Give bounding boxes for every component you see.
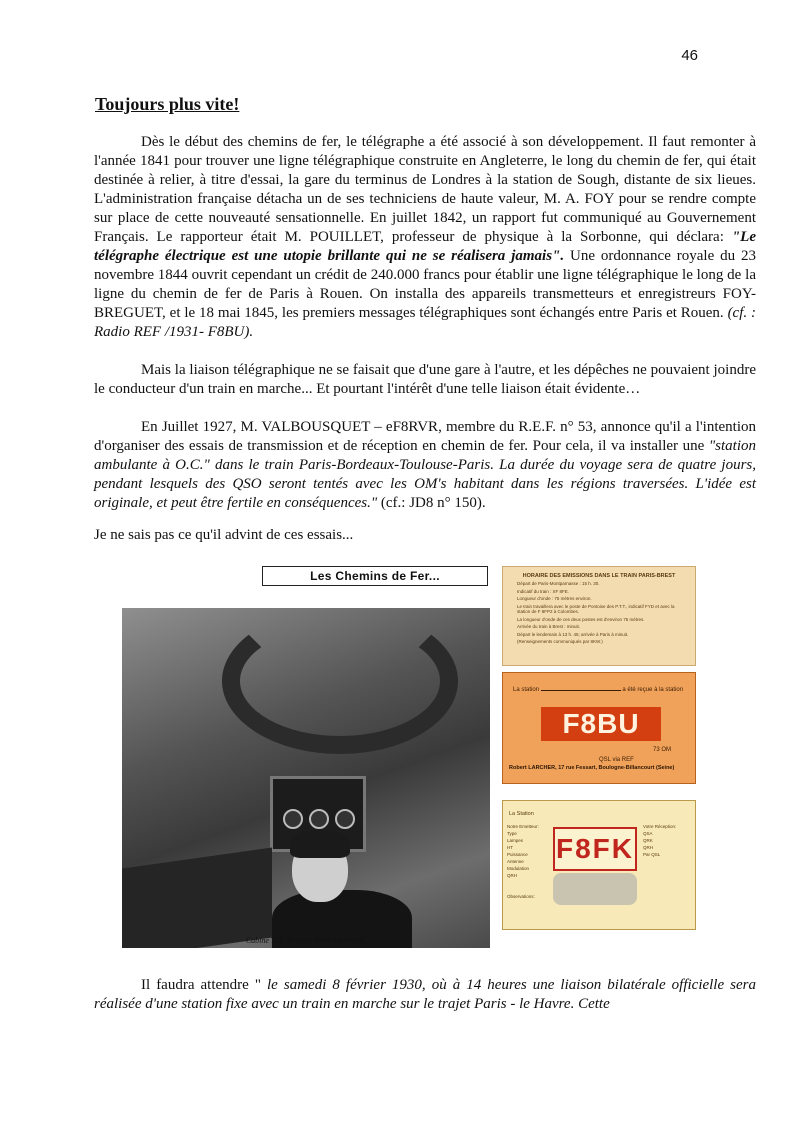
observations-label: Observations: bbox=[507, 894, 535, 899]
qsl-address: Robert LARCHER, 17 rue Fessart, Boulogne-Billancourt (Seine) bbox=[509, 765, 675, 771]
field-label: HT bbox=[507, 845, 513, 850]
paragraph-1-text-b: Une ordonnance royale du 23 novembre 1844 ouvrit cependant un crédit de 240.000 francs pour établir une ligne télégraphique le long de la ligne du chemin de fer de Paris à Rouen. On installa des appareils transmetteurs et enregistreurs FOY-BREGUET, et le 18 mai 1845, les premiers messages télégraphiques sont échangés entre Paris et Rouen. bbox=[94, 248, 757, 321]
field-label: Notre Emetteur: bbox=[507, 824, 539, 829]
photo-operator-headphones bbox=[290, 830, 350, 858]
field-label: Modulation bbox=[507, 866, 530, 871]
callsign-f8fk: F8FK bbox=[553, 827, 637, 871]
field-label: QRK bbox=[643, 838, 653, 843]
paragraph-1-reference: (cf. : Radio REF /1931- F8BU). bbox=[94, 305, 756, 340]
paragraph-valbousquet bbox=[94, 418, 756, 513]
paragraph-1-text-a: Dès le début des chemins de fer, le télégraphe a été associé à son développement. Il faut remonter à l'année 1841 pour trouver une ligne télégraphique construite en Angleterre, le long du chemin de fer, qui était destinée à relier, à titre d'essai, la gare du terminus de Londres à la station de Sough, distante de six lieues. L'administration française détacha un de ses techniciens de haute valeur, M. A. FOY pour se rendre compte sur place de cette nouveauté sensationnelle. En juillet 1842, un rapport fut communiqué au Gouvernement Français. Le rapporteur était M. POUILLET, professeur de physique à la Sorbonne, qui déclara: bbox=[94, 134, 756, 245]
paragraph-5-quote: le samedi 8 février 1930, où à 14 heures une liaison bilatérale officielle sera réalisée d'une station fixe avec un train en marche sur le trajet Paris - le Havre. Cette bbox=[94, 977, 756, 1012]
field-label: QRH bbox=[507, 873, 517, 878]
page-number: 46 bbox=[681, 47, 698, 64]
paragraph-unknown-outcome: Je ne sais pas ce qu'il advint de ces essais... bbox=[94, 527, 354, 543]
photo-caption: Cabine TSF du train Paris-Le-Havre. bbox=[245, 936, 367, 945]
qsl-header-blank bbox=[541, 690, 621, 691]
schedule-line: Départ le lendemain à 13 h. 45; arrivée à Paris à minuit. bbox=[517, 631, 629, 637]
radio-knob-icon bbox=[309, 809, 329, 829]
photo-operator-desk bbox=[122, 847, 272, 948]
schedule-line: Départ de Paris-Montparnasse : 15 h. 30. bbox=[517, 581, 600, 586]
transmitter-fields bbox=[507, 823, 539, 900]
radio-knob-icon bbox=[283, 809, 303, 829]
field-label: QRH bbox=[643, 845, 653, 850]
radio-cabin-photo bbox=[122, 608, 490, 948]
qsl-header-a: La station bbox=[513, 687, 540, 693]
field-label: Antenne bbox=[507, 859, 524, 864]
schedule-line: Longueur d'onde : 75 mètres environ. bbox=[517, 596, 592, 601]
radio-knob-icon bbox=[335, 809, 355, 829]
paragraph-5-text-a: Il faudra attendre " bbox=[141, 977, 268, 993]
schedule-line: Arrivée du train à Brest : minuit. bbox=[517, 624, 581, 629]
world-map-icon bbox=[553, 873, 637, 905]
field-label: Votre Réception: bbox=[643, 824, 677, 829]
paragraph-train-link: Mais la liaison télégraphique ne se faisait que d'une gare à l'autre, et les dépêches ne pouvaient joindre le conducteur d'un train en marche... Et pourtant l'intérêt d'une telle liaison était évidente… bbox=[94, 362, 756, 397]
field-label: QSA bbox=[643, 831, 653, 836]
railway-radio-collage bbox=[112, 556, 700, 952]
collage-banner: Les Chemins de Fer... bbox=[262, 566, 488, 586]
schedule-line: Indicatif du train : XF 8FE. bbox=[517, 588, 570, 594]
callsign-f8bu: F8BU bbox=[541, 707, 661, 741]
field-label: Lampes bbox=[507, 838, 524, 843]
schedule-title: HORAIRE DES EMISSIONS DANS LE TRAIN PARIS-BREST bbox=[522, 573, 676, 579]
paragraph-telegraph-history bbox=[94, 133, 756, 342]
paragraph-1-quote: "Le télégraphe électrique est une utopie brillante qui ne se réalisera jamais". bbox=[94, 229, 756, 264]
section-heading: Toujours plus vite! bbox=[95, 94, 240, 114]
qsl-via: QSL via REF bbox=[599, 757, 634, 763]
schedule-line: La longueur d'onde de ces deux postes est d'environ 75 mètres. bbox=[517, 616, 645, 622]
photo-cable-coil bbox=[222, 608, 458, 754]
qsl-card-f8bu bbox=[502, 672, 696, 784]
field-label: Puissance bbox=[507, 852, 528, 857]
train-schedule-card bbox=[502, 566, 696, 666]
reception-fields bbox=[643, 823, 676, 858]
field-label: Type bbox=[507, 831, 517, 836]
qsl-card-f8fk bbox=[502, 800, 696, 930]
paragraph-1930-link bbox=[94, 976, 756, 1014]
field-label: Par QSL bbox=[643, 852, 661, 857]
paragraph-3-text-a: En Juillet 1927, M. VALBOUSQUET – eF8RVR, membre du R.E.F. n° 53, annonce qu'il a l'intention d'organiser des essais de transmission et de réception en chemin de fer. Pour cela, il va installer une bbox=[94, 419, 756, 454]
schedule-line: Le train travaillera avec le poste de Pontoise des P.T.T., indicatif FYD et avec la station de F 8FP2 à Colombes. bbox=[517, 603, 675, 614]
paragraph-3-quote: "station ambulante à O.C." dans le train Paris-Bordeaux-Toulouse-Paris. La durée du voyage sera de quatre jours, pendant lesquels des QSO seront tentés avec les OM's habitant dans les régions traversées. L'idée est originale, et peut être fertile en conséquences." bbox=[94, 438, 756, 511]
qsl-greeting: 73 OM bbox=[653, 747, 672, 753]
paragraph-3-reference: (cf.: JD8 n° 150). bbox=[377, 495, 486, 511]
qsl-header-b: a été reçue à la station bbox=[622, 687, 684, 693]
qsl-card-header bbox=[513, 687, 683, 693]
qsl-card-header: La Station bbox=[509, 811, 534, 817]
schedule-line: (Renseignements communiqués par 8KW.) bbox=[517, 639, 603, 644]
